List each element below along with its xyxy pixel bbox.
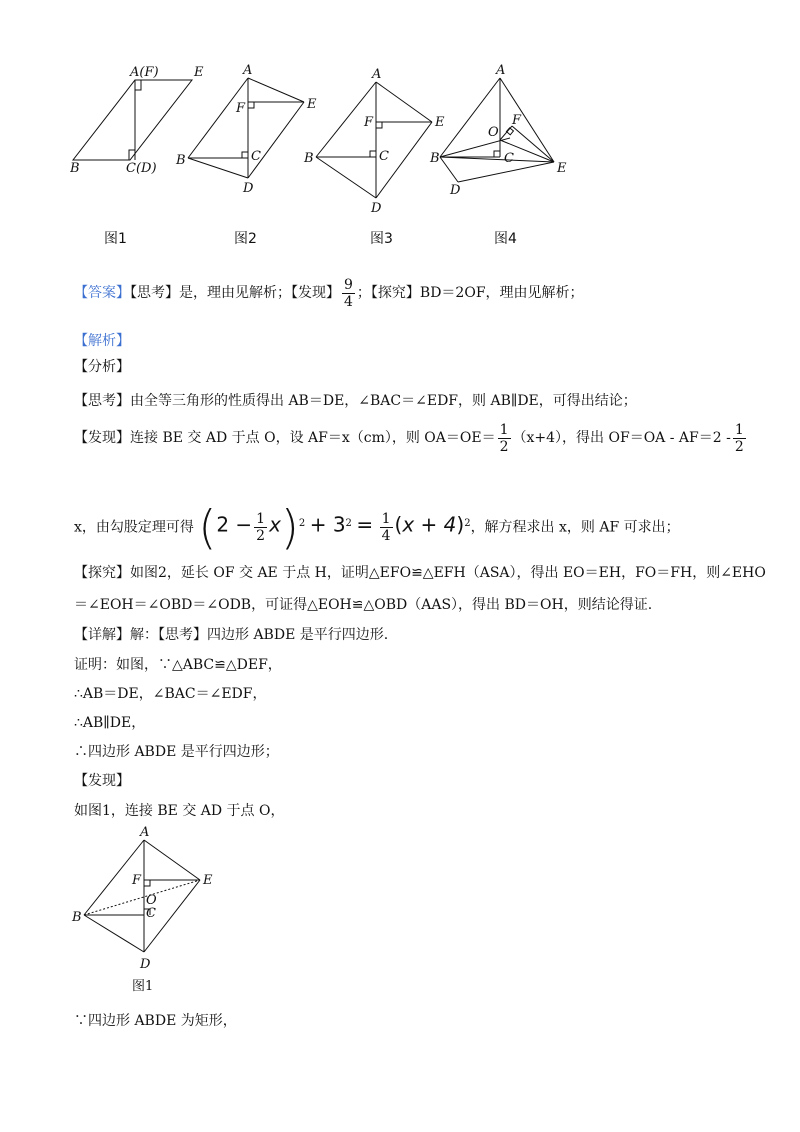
- detail-label-e: E: [203, 873, 213, 888]
- explore-line-1: 【探究】如图2，延长 OF 交 AE 于点 H，证明△EFO≌△EFH（ASA），得出 EO＝EH，FO＝FH，则∠EHO: [74, 565, 766, 581]
- answer-think-tag: 【思考】: [130, 285, 179, 301]
- answer-explore-text: BD＝2OF，理由见解析；: [419, 285, 584, 301]
- analysis-think-line: 【思考】由全等三角形的性质得出 AB＝DE，∠BAC＝∠EDF，则 AB∥DE，可得出结论；: [74, 393, 637, 409]
- detail-figure-svg: [70, 822, 230, 1002]
- find-frac2-den: 2: [734, 438, 744, 455]
- detail-line-7: 如图1，连接 BE 交 AD 于点 O，: [74, 803, 285, 819]
- fig2-label-a: A: [243, 63, 253, 78]
- detail-line-8: ∵四边形 ABDE 为矩形，: [74, 1013, 237, 1029]
- fig4-label-e: E: [557, 161, 567, 176]
- detail-label-b: B: [72, 910, 82, 925]
- detail-label-a: A: [140, 825, 150, 840]
- fig3-label-c: C: [379, 149, 389, 164]
- answer-frac-den: 4: [344, 293, 353, 310]
- caption-fig2: 图2: [234, 231, 257, 247]
- eq-square-1: 2: [298, 518, 306, 529]
- eq-paren-close: ): [280, 500, 299, 555]
- answer-sep: ；: [356, 285, 371, 301]
- fig2-label-f: F: [236, 101, 246, 116]
- find-frac1-num: 1: [499, 421, 509, 438]
- detail-line-1: 【详解】解：【思考】四边形 ABDE 是平行四边形.: [74, 627, 389, 643]
- fig1-label-cd: C(D): [126, 161, 157, 176]
- detail-line-5: ∴四边形 ABDE 是平行四边形；: [74, 744, 279, 760]
- eq-paren-open: (: [198, 500, 217, 555]
- fig2-label-e: E: [307, 97, 317, 112]
- eq-paren2-open: (: [394, 512, 403, 537]
- eq-equals: =: [356, 512, 374, 537]
- fig3-label-b: B: [304, 151, 314, 166]
- detail-label-c: C: [146, 906, 156, 921]
- detail-caption: 图1: [132, 979, 154, 994]
- fig4-label-d: D: [450, 183, 461, 198]
- eq-quarter: [380, 511, 393, 544]
- analysis-fenxi: 【分析】: [74, 359, 130, 375]
- fig2-label-b: B: [176, 153, 186, 168]
- detail-label-d: D: [140, 957, 151, 972]
- eq-quarter-num: 1: [381, 511, 391, 528]
- explore-line-2: ＝∠EOH＝∠OBD＝∠ODB，可证得△EOH≌△OBD（AAS），得出 BD＝OH，则结论得证.: [74, 597, 653, 613]
- fig4-label-a: A: [496, 63, 506, 78]
- detail-label-o: O: [146, 893, 157, 908]
- answer-frac-num: 9: [344, 276, 353, 293]
- figure-3: [303, 67, 445, 216]
- fig4-label-f: F: [512, 113, 522, 128]
- fig3-label-d: D: [371, 201, 382, 216]
- fig3-label-a: A: [372, 67, 382, 82]
- find-frac2-num: 1: [734, 421, 744, 438]
- fig1-label-e: E: [194, 65, 204, 80]
- eq-half-den: 2: [256, 528, 266, 545]
- eq-prefix: x，由勾股定理可得: [74, 519, 194, 536]
- eq-two: 2 −: [216, 512, 253, 537]
- detail-line-6: 【发现】: [74, 773, 130, 789]
- answer-find-tag: 【发现】: [291, 285, 340, 301]
- eq-suffix: ，解方程求出 x，则 AF 可求出；: [470, 519, 680, 536]
- figure-2: [175, 63, 317, 196]
- analysis-find-line: [74, 418, 748, 458]
- answer-think-text: 是，理由见解析；: [179, 285, 291, 301]
- fig3-label-e: E: [435, 115, 445, 130]
- caption-fig3: 图3: [370, 231, 393, 247]
- detail-line-3: ∴AB＝DE，∠BAC＝∠EDF，: [74, 686, 267, 702]
- answer-fraction: [342, 277, 355, 310]
- eq-half: [254, 511, 267, 544]
- fig1-label-af: A(F): [130, 65, 159, 80]
- eq-square-2: 2: [345, 518, 352, 529]
- fig1-label-b: B: [70, 161, 80, 176]
- figure-detail: [70, 822, 230, 1006]
- eq-plus3: + 3: [309, 512, 346, 537]
- caption-fig1: 图1: [104, 231, 127, 247]
- eq-inner: x + 4: [402, 512, 457, 537]
- find-text-b: （x+4），得出 OF＝OA - AF＝2 -: [512, 430, 731, 446]
- find-frac-2: [733, 422, 746, 455]
- eq-quarter-den: 4: [381, 528, 391, 545]
- answer-line: [74, 276, 584, 310]
- detail-line-2: 证明：如图，∵△ABC≌△DEF，: [74, 657, 282, 673]
- answer-tag: 【答案】: [74, 285, 130, 301]
- fig4-label-o: O: [488, 125, 499, 140]
- caption-fig4: 图4: [494, 231, 517, 247]
- detail-label-f: F: [132, 873, 142, 888]
- answer-explore-tag: 【探究】: [370, 285, 420, 301]
- fig2-label-c: C: [251, 149, 261, 164]
- fig4-label-c: C: [504, 151, 514, 166]
- eq-square-3: 2: [464, 518, 471, 529]
- find-frac1-den: 2: [499, 438, 509, 455]
- analysis-tag: 【解析】: [74, 333, 130, 349]
- geometry-figures: [70, 60, 630, 250]
- fig4-label-b: B: [430, 151, 440, 166]
- fig3-label-f: F: [364, 115, 374, 130]
- eq-paren2-close: ): [456, 512, 465, 537]
- find-text-a: 【发现】连接 BE 交 AD 于点 O，设 AF＝x（cm），则 OA＝OE＝: [74, 430, 496, 446]
- eq-half-num: 1: [256, 511, 266, 528]
- equation-line: [74, 496, 680, 555]
- fig2-label-d: D: [243, 181, 254, 196]
- figure-4: [429, 63, 567, 198]
- detail-line-4: ∴AB∥DE，: [74, 715, 146, 731]
- figure-row: [70, 60, 630, 250]
- find-frac-1: [498, 422, 511, 455]
- eq-x: x: [269, 512, 281, 537]
